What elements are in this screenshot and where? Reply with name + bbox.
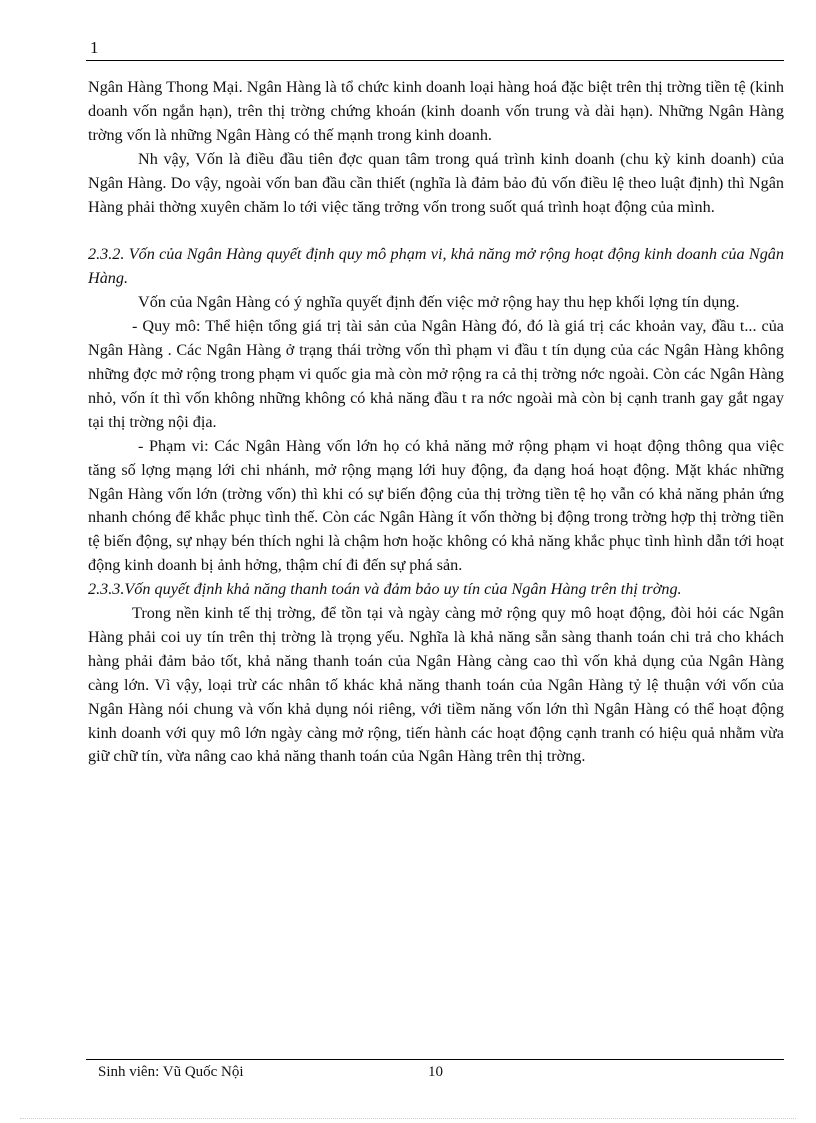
paragraph-liquidity: Trong nền kinh tế thị trờng, để tồn tại và ngày càng mở rộng quy mô hoạt động, đòi hỏi các Ngân Hàng phải coi uy tín trên thị trờng là trọng yếu. Nghĩa là khả năng sẵn sàng thanh toán chi trả cho khách hàng phải đảm bảo tốt, khả năng thanh toán của Ngân Hàng càng cao thì vốn khả dụng của Ngân Hàng càng lớn. Vì vậy, loại trừ các nhân tố khác khả năng thanh toán của Ngân Hàng tỷ lệ thuận với vốn của Ngân Hàng nói chung và vốn khả dụng nói riêng, với tiềm năng vốn lớn thì Ngân Hàng có thể hoạt động kinh doanh với quy mô lớn ngày càng mở rộng, tiến hành các hoạt động cạnh tranh có hiệu quả nhằm vừa giữ chữ tín, vừa nâng cao khả năng thanh toán của Ngân Hàng trên thị trờng. — [88, 604, 784, 766]
paragraph-1: Ngân Hàng Thong Mại. Ngân Hàng là tổ chức kinh doanh loại hàng hoá đặc biệt trên thị trờng tiền tệ (kinh doanh vốn ngắn hạn), trên thị trờng chứng khoán (kinh doanh vốn trung và dài hạn). Những Ngân Hàng trờng vốn là những Ngân Hàng có thế mạnh trong kinh doanh. — [88, 78, 784, 144]
footer-student: Sinh viên: Vũ Quốc Nội — [98, 1064, 244, 1080]
section-heading-2-3-2: 2.3.2. Vốn của Ngân Hàng quyết định quy mô phạm vi, khả năng mở rộng hoạt động kinh doanh của Ngân Hàng. — [88, 245, 784, 288]
paragraph-scope: - Phạm vi: Các Ngân Hàng vốn lớn họ có khả năng mở rộng phạm vi hoạt động thông qua việc tăng số lợng mạng lới chi nhánh, mở rộng mạng lới huy động, đa dạng hoá hoạt động. Mặt khác những Ngân Hàng vốn lớn (trờng vốn) thì khi có sự biến động của thị trờng tiền tệ họ vẫn có khả năng phản ứng nhanh chóng để khắc phục tình thế. Còn các Ngân Hàng ít vốn thờng bị động trong trờng hợp thị trờng tiền tệ biến động, sự nhạy bén thích nghi là chậm hơn hoặc không có khả năng khắc phục tình hình dẫn tới hoạt động kinh doanh bị ảnh hởng, thậm chí đi đến sự phá sản. — [88, 436, 784, 575]
paragraph-scale: - Quy mô: Thể hiện tổng giá trị tài sản của Ngân Hàng đó, đó là giá trị các khoản vay, đầu t... của Ngân Hàng . Các Ngân Hàng ở trạng thái trờng vốn thì phạm vi đầu t tín dụng của các Ngân Hàng không những đợc mở rộng trong phạm vi quốc gia mà còn mở rộng ra cả thị trờng nớc ngoài. Còn các Ngân Hàng nhỏ, vốn ít thì vốn không những không có khả năng đầu t ra nớc ngoài mà còn bị cạnh tranh gay gắt ngay tại thị trờng nội địa. — [88, 317, 784, 431]
paragraph-3: Vốn của Ngân Hàng có ý nghĩa quyết định đến việc mở rộng hay thu hẹp khối lợng tín dụng. — [138, 293, 740, 312]
footer — [98, 1064, 443, 1081]
footer-rule — [86, 1059, 784, 1060]
footer-page-number: 10 — [428, 1064, 443, 1080]
paragraph-gap — [88, 219, 784, 243]
header-page-number: 1 — [90, 38, 99, 57]
header-rule — [86, 60, 784, 61]
section-heading-2-3-3: 2.3.3.Vốn quyết định khả năng thanh toán và đảm bảo uy tín của Ngân Hàng trên thị trờng. — [88, 580, 682, 599]
page-bottom-border — [20, 1118, 796, 1119]
document-body — [88, 76, 784, 769]
paragraph-2: Nh vậy, Vốn là điều đầu tiên đợc quan tâm trong quá trình kinh doanh (chu kỳ kinh doanh) của Ngân Hàng. Do vậy, ngoài vốn ban đầu cần thiết (nghĩa là đảm bảo đủ vốn điều lệ theo luật định) thì Ngân Hàng phải thờng xuyên chăm lo tới việc tăng trởng vốn trong suốt quá trình hoạt động của mình. — [88, 149, 784, 216]
